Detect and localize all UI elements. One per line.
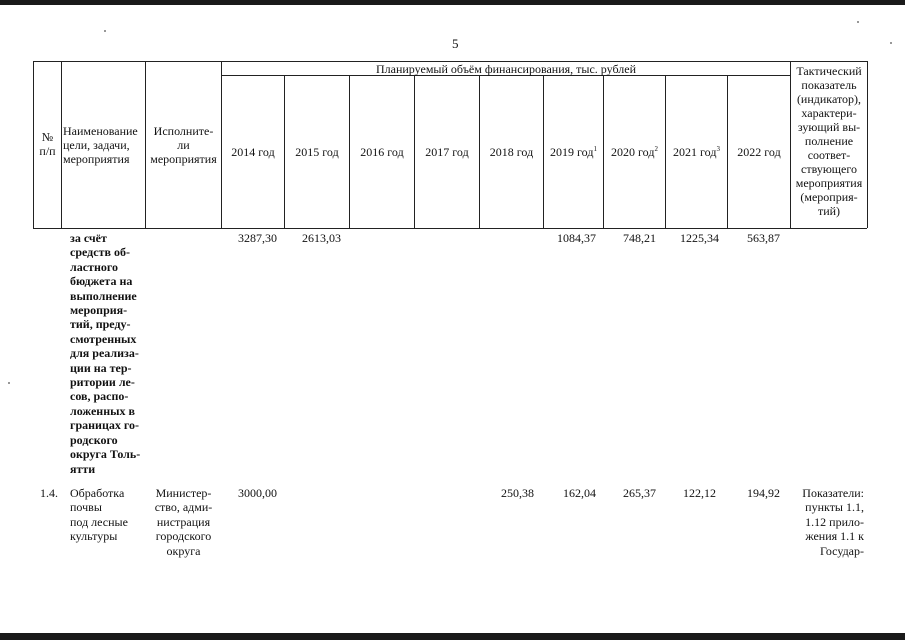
row-2-value-2022: 194,92 xyxy=(747,486,780,500)
row-2-value-2019: 162,04 xyxy=(563,486,596,500)
row-2-value-2021: 122,12 xyxy=(683,486,716,500)
scan-speck xyxy=(8,382,10,384)
row-2-value-2018: 250,38 xyxy=(501,486,534,500)
header-year-2016: 2016 год xyxy=(360,145,404,159)
header-num: № п/п xyxy=(39,130,56,158)
row-1-value-2020: 748,21 xyxy=(623,231,656,245)
header-year-2020: 2020 год$^2$ xyxy=(611,145,658,159)
row-2-value-2014: 3000,00 xyxy=(238,486,277,500)
scan-speck xyxy=(890,42,892,44)
col-border xyxy=(867,61,868,228)
header-year-2014: 2014 год xyxy=(231,145,275,159)
footnote-marker: 1 xyxy=(593,145,597,153)
header-year-2017: 2017 год xyxy=(425,145,469,159)
header-name: Наименование цели, задачи, мероприятия xyxy=(63,124,138,166)
header-year-2022: 2022 год xyxy=(737,145,781,159)
header-year-2019: 2019 год$^1$ xyxy=(550,145,597,159)
row-1-value-2014: 3287,30 xyxy=(238,231,277,245)
row-1-name: за счёт средств об- ластного бюджета на выполнение мероприя- тий, преду- смотренных для реализа- ции на тер- ритории ле- сов, распо- ложенных в границах го- родского округа Толь- ятти xyxy=(70,231,141,476)
scan-speck xyxy=(104,30,106,32)
page-number: 5 xyxy=(452,36,459,51)
header-indicator: Тактический показатель (индикатор), характери- зующий вы- полнение соответ- ствующего мероприятия (мероприя- тий) xyxy=(795,64,863,218)
row-1-value-2019: 1084,37 xyxy=(557,231,596,245)
row-2-executor: Министер- ство, адми- нистрация городского округа xyxy=(154,486,213,558)
row-2-indicator: Показатели: пункты 1.1, 1.12 прило- жения 1.1 к Государ- xyxy=(802,486,864,558)
header-bottom-line xyxy=(33,228,867,229)
header-year-2015: 2015 год xyxy=(295,145,339,159)
row-2-num: 1.4. xyxy=(40,486,58,500)
scan-speck xyxy=(857,21,859,23)
row-2-value-2020: 265,37 xyxy=(623,486,656,500)
header-year-2021: 2021 год$^3$ xyxy=(673,145,720,159)
header-executor: Исполните- ли мероприятия xyxy=(150,124,217,166)
row-1-value-2021: 1225,34 xyxy=(680,231,719,245)
row-1-value-2022: 563,87 xyxy=(747,231,780,245)
header-year-2018: 2018 год xyxy=(489,145,534,159)
row-1-value-2015: 2613,03 xyxy=(302,231,341,245)
scan-border-top xyxy=(0,0,905,5)
footnote-marker: 2 xyxy=(654,145,658,153)
header-financing-group: Планируемый объём финансирования, тыс. рублей xyxy=(375,62,636,76)
row-2-name: Обработка почвы под лесные культуры xyxy=(70,486,128,544)
footnote-marker: 3 xyxy=(716,145,720,153)
scan-border-bottom xyxy=(0,633,905,640)
